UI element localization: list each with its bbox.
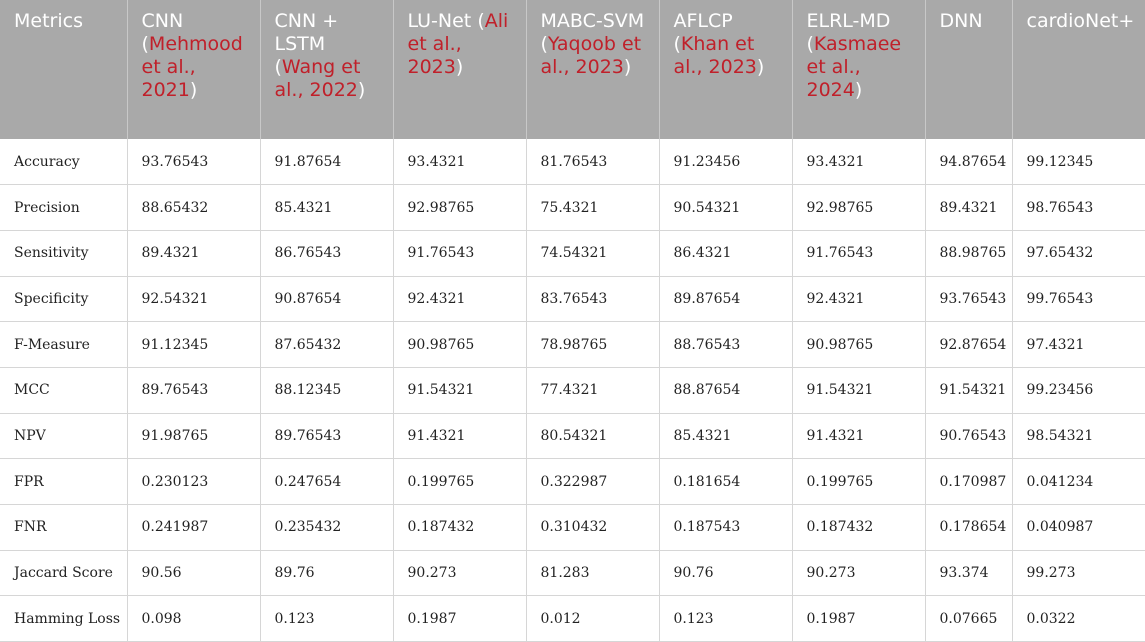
column-header-name: DNN	[939, 10, 983, 32]
column-header-name: CNN + LSTM	[274, 10, 339, 55]
metric-value-cell: 92.54321	[127, 276, 260, 322]
citation-link[interactable]: Ali et al., 2023	[407, 10, 509, 78]
metric-value-cell: 89.87654	[659, 276, 792, 322]
table-row	[0, 367, 1145, 413]
metric-value-cell: 87.65432	[260, 322, 393, 368]
metric-value-cell: 90.98765	[792, 322, 925, 368]
column-header-name: LU-Net	[407, 10, 472, 32]
citation-link[interactable]: Kasmaee et al., 2024	[806, 33, 902, 101]
metric-name-cell: MCC	[0, 367, 127, 413]
metric-value-cell: 0.199765	[393, 459, 526, 505]
metric-value-cell: 0.310432	[526, 505, 659, 551]
metric-value-cell: 90.54321	[659, 185, 792, 231]
column-header: LU-Net (Ali et al., 2023)	[393, 0, 526, 139]
citation-link[interactable]: Mehmood et al., 2021	[141, 33, 243, 101]
metric-value-cell: 85.4321	[659, 413, 792, 459]
column-header-name: AFLCP	[673, 10, 733, 32]
table-row	[0, 596, 1145, 642]
metric-value-cell: 93.76543	[925, 276, 1012, 322]
column-header-name: Metrics	[14, 10, 83, 32]
column-header-name: cardioNet+	[1026, 10, 1135, 32]
metric-value-cell: 0.123	[659, 596, 792, 642]
metric-value-cell: 90.98765	[393, 322, 526, 368]
metric-value-cell: 94.87654	[925, 139, 1012, 185]
metric-value-cell: 0.098	[127, 596, 260, 642]
table-row	[0, 550, 1145, 596]
metric-name-cell: Accuracy	[0, 139, 127, 185]
metric-value-cell: 0.187432	[393, 505, 526, 551]
metric-value-cell: 0.187432	[792, 505, 925, 551]
column-header-name: MABC-SVM	[540, 10, 645, 32]
metric-value-cell: 91.23456	[659, 139, 792, 185]
metric-value-cell: 0.241987	[127, 505, 260, 551]
metric-value-cell: 91.54321	[393, 367, 526, 413]
metric-name-cell: F-Measure	[0, 322, 127, 368]
metric-value-cell: 89.4321	[925, 185, 1012, 231]
metric-value-cell: 92.4321	[393, 276, 526, 322]
column-header	[0, 0, 127, 139]
metric-name-cell: FPR	[0, 459, 127, 505]
table-row	[0, 185, 1145, 231]
metric-value-cell: 92.98765	[792, 185, 925, 231]
metric-value-cell: 90.76	[659, 550, 792, 596]
metric-value-cell: 92.4321	[792, 276, 925, 322]
metric-value-cell: 0.322987	[526, 459, 659, 505]
metric-name-cell: Specificity	[0, 276, 127, 322]
metric-value-cell: 90.76543	[925, 413, 1012, 459]
metric-value-cell: 80.54321	[526, 413, 659, 459]
table-row	[0, 459, 1145, 505]
metric-value-cell: 90.56	[127, 550, 260, 596]
metric-value-cell: 91.4321	[792, 413, 925, 459]
metric-value-cell: 0.181654	[659, 459, 792, 505]
metric-value-cell: 89.4321	[127, 230, 260, 276]
citation-link[interactable]: Yaqoob et al., 2023	[540, 33, 642, 78]
metric-value-cell: 89.76	[260, 550, 393, 596]
metric-value-cell: 85.4321	[260, 185, 393, 231]
metric-name-cell: FNR	[0, 505, 127, 551]
metric-value-cell: 0.012	[526, 596, 659, 642]
metric-value-cell: 92.98765	[393, 185, 526, 231]
metric-value-cell: 89.76543	[127, 367, 260, 413]
column-header: CNN + LSTM (Wang et al., 2022)	[260, 0, 393, 139]
table-row	[0, 505, 1145, 551]
column-header	[925, 0, 1012, 139]
metric-value-cell: 99.273	[1012, 550, 1145, 596]
metric-value-cell: 88.98765	[925, 230, 1012, 276]
column-header: ELRL-MD (Kasmaee et al., 2024)	[792, 0, 925, 139]
metric-value-cell: 97.65432	[1012, 230, 1145, 276]
metric-value-cell: 98.76543	[1012, 185, 1145, 231]
metric-name-cell: Jaccard Score	[0, 550, 127, 596]
table-header	[0, 0, 1145, 139]
metric-value-cell: 91.76543	[393, 230, 526, 276]
metric-value-cell: 0.247654	[260, 459, 393, 505]
metric-value-cell: 90.273	[792, 550, 925, 596]
metric-value-cell: 99.23456	[1012, 367, 1145, 413]
metric-value-cell: 90.273	[393, 550, 526, 596]
metric-value-cell: 99.12345	[1012, 139, 1145, 185]
table-row	[0, 230, 1145, 276]
metric-value-cell: 99.76543	[1012, 276, 1145, 322]
metric-value-cell: 0.199765	[792, 459, 925, 505]
metric-value-cell: 77.4321	[526, 367, 659, 413]
metric-name-cell: NPV	[0, 413, 127, 459]
table-row	[0, 139, 1145, 185]
metric-value-cell: 0.1987	[393, 596, 526, 642]
metric-value-cell: 98.54321	[1012, 413, 1145, 459]
metric-value-cell: 93.374	[925, 550, 1012, 596]
metric-value-cell: 91.76543	[792, 230, 925, 276]
table-row	[0, 276, 1145, 322]
metric-value-cell: 88.12345	[260, 367, 393, 413]
metric-value-cell: 75.4321	[526, 185, 659, 231]
metric-value-cell: 88.65432	[127, 185, 260, 231]
column-header: AFLCP (Khan et al., 2023)	[659, 0, 792, 139]
metric-value-cell: 88.76543	[659, 322, 792, 368]
metric-value-cell: 0.187543	[659, 505, 792, 551]
metric-value-cell: 0.235432	[260, 505, 393, 551]
metric-value-cell: 81.283	[526, 550, 659, 596]
metric-value-cell: 0.0322	[1012, 596, 1145, 642]
metric-value-cell: 93.4321	[393, 139, 526, 185]
metric-value-cell: 0.123	[260, 596, 393, 642]
metric-value-cell: 93.4321	[792, 139, 925, 185]
metric-value-cell: 83.76543	[526, 276, 659, 322]
metric-value-cell: 0.041234	[1012, 459, 1145, 505]
metric-value-cell: 0.170987	[925, 459, 1012, 505]
metric-value-cell: 91.87654	[260, 139, 393, 185]
metric-value-cell: 91.4321	[393, 413, 526, 459]
metric-value-cell: 78.98765	[526, 322, 659, 368]
metric-value-cell: 0.040987	[1012, 505, 1145, 551]
metric-value-cell: 91.12345	[127, 322, 260, 368]
metric-name-cell: Precision	[0, 185, 127, 231]
metric-value-cell: 91.98765	[127, 413, 260, 459]
metric-value-cell: 89.76543	[260, 413, 393, 459]
metric-value-cell: 0.178654	[925, 505, 1012, 551]
metric-value-cell: 86.76543	[260, 230, 393, 276]
column-header: MABC-SVM (Yaqoob et al., 2023)	[526, 0, 659, 139]
citation-link[interactable]: Wang et al., 2022	[274, 56, 361, 101]
metric-name-cell: Hamming Loss	[0, 596, 127, 642]
metric-value-cell: 93.76543	[127, 139, 260, 185]
metric-value-cell: 74.54321	[526, 230, 659, 276]
metric-value-cell: 0.1987	[792, 596, 925, 642]
metric-value-cell: 0.230123	[127, 459, 260, 505]
metric-value-cell: 81.76543	[526, 139, 659, 185]
column-header: CNN (Mehmood et al., 2021)	[127, 0, 260, 139]
column-header	[1012, 0, 1145, 139]
column-header-name: ELRL-MD	[806, 10, 891, 32]
metric-value-cell: 91.54321	[792, 367, 925, 413]
header-row	[0, 0, 1145, 139]
metric-value-cell: 90.87654	[260, 276, 393, 322]
metric-value-cell: 97.4321	[1012, 322, 1145, 368]
table-row	[0, 322, 1145, 368]
column-header-name: CNN	[141, 10, 184, 32]
table-body	[0, 139, 1145, 642]
metric-value-cell: 0.07665	[925, 596, 1012, 642]
metric-value-cell: 92.87654	[925, 322, 1012, 368]
metric-name-cell: Sensitivity	[0, 230, 127, 276]
metric-value-cell: 91.54321	[925, 367, 1012, 413]
metric-value-cell: 88.87654	[659, 367, 792, 413]
metric-value-cell: 86.4321	[659, 230, 792, 276]
table-row	[0, 413, 1145, 459]
citation-link[interactable]: Khan et al., 2023	[673, 33, 757, 78]
